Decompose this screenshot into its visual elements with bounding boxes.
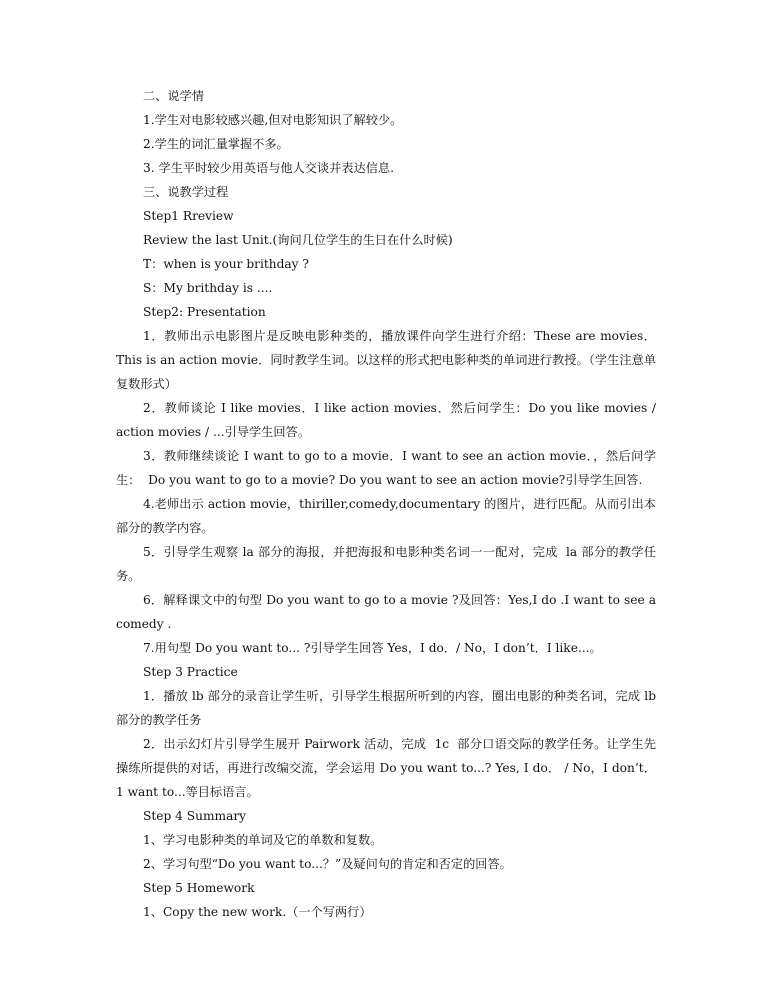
paragraph-6: Step1 Rreview bbox=[143, 209, 234, 223]
paragraph-13: 3．教师继续谈论 I want to go to a movie．I want to see an action movie．，然后问学生： Do you want to go to a movie? Do you want to see an action movie?引导学生回答. bbox=[116, 449, 656, 487]
paragraph-4: 3. 学生平时较少用英语与他人交谈并表达信息. bbox=[143, 161, 394, 175]
paragraph-8: T：when is your brithday ? bbox=[143, 257, 309, 271]
paragraph-16: 6．解释课文中的句型 Do you want to go to a movie ?及回答：Yes,I do .I want to see a comedy . bbox=[116, 593, 660, 631]
paragraph-9: S：My brithday is .... bbox=[143, 281, 273, 295]
paragraph-15: 5．引导学生观察 la 部分的海报，并把海报和电影种类名词一一配对，完成 la 部分的教学任务。 bbox=[116, 545, 656, 583]
paragraph-21: Step 4 Summary bbox=[143, 809, 247, 823]
paragraph-22: 1、学习电影种类的单词及它的单数和复数。 bbox=[143, 833, 383, 847]
paragraph-2: 1.学生对电影较感兴趣,但对电影知识了解较少。 bbox=[143, 113, 403, 127]
paragraph-23: 2、学习句型“Do you want to...？”及疑问句的肯定和否定的回答。 bbox=[143, 857, 512, 871]
document-body bbox=[116, 84, 660, 924]
paragraph-24: Step 5 Homework bbox=[143, 881, 255, 895]
paragraph-10: Step2: Presentation bbox=[143, 305, 266, 319]
paragraph-7: Review the last Unit.(询问几位学生的生日在什么时候) bbox=[143, 233, 453, 247]
paragraph-18: Step 3 Practice bbox=[143, 665, 238, 679]
paragraph-1: 二、说学情 bbox=[143, 89, 204, 103]
paragraph-5: 三、说教学过程 bbox=[143, 185, 229, 199]
paragraph-12: 2．教师谈论 I like movies．I like action movies．然后问学生：Do you like movies / action movies / ...引导学生回答。 bbox=[116, 401, 660, 439]
paragraph-20: 2．出示幻灯片引导学生展开 Pairwork 活动，完成 1c 部分口语交际的教学任务。让学生先操练所提供的对话，再进行改编交流，学会运用 Do you want to...? Yes, I do． / No，I don’t．1 want to...等目标语言。 bbox=[116, 737, 656, 799]
paragraph-17: 7.用句型 Do you want to... ?引导学生回答 Yes，I do．/ No，I don’t．I like...。 bbox=[143, 641, 602, 655]
paragraph-14: 4.老师出示 action movie，thiriller,comedy,documentary 的图片，进行匹配。从而引出本部分的教学内容。 bbox=[116, 497, 656, 535]
paragraph-11: 1．教师出示电影图片是反映电影种类的，播放课件向学生进行介绍：These are movies．This is an action movie．同时教学生词。以这样的形式把电影种类的单词进行教授。（学生注意单复数形式） bbox=[116, 329, 656, 391]
paragraph-3: 2.学生的词汇量掌握不多。 bbox=[143, 137, 289, 151]
paragraph-19: 1．播放 lb 部分的录音让学生听，引导学生根据所听到的内容，圈出电影的种类名词，完成 lb 部分的教学任务 bbox=[116, 689, 660, 727]
paragraph-25: 1、Copy the new work.（一个写两行） bbox=[143, 905, 372, 919]
